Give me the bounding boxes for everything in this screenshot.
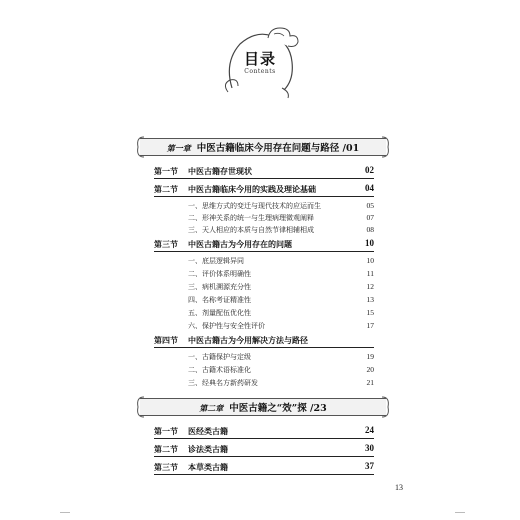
section-number: 第四节 (154, 335, 178, 345)
section-title: 中医古籍存世现状 (188, 166, 252, 176)
chapter-name: 中医古籍之“效”探 /23 (229, 403, 327, 414)
toc-subitem[interactable] (188, 352, 374, 363)
toc-subitem[interactable] (188, 365, 374, 376)
section-number: 第二节 (154, 184, 178, 194)
subitem-page: 10 (366, 256, 374, 265)
subitem-page: 15 (366, 308, 374, 317)
subitem-title: 五、剂量配伍优化性 (188, 309, 251, 317)
subitem-title: 二、形神关系的统一与生理病理微观阐释 (188, 214, 314, 222)
toc-subitem[interactable] (188, 321, 374, 332)
toc-heading (210, 22, 310, 100)
row-rule (154, 474, 374, 475)
toc-section-row[interactable] (154, 166, 374, 178)
trim-mark (455, 512, 465, 513)
page-title: 目录 (243, 50, 276, 68)
subitem-title: 六、保护性与安全性评价 (188, 322, 265, 330)
section-title: 医经类古籍 (188, 426, 228, 436)
row-rule (154, 347, 374, 348)
toc-section-row[interactable] (154, 239, 374, 251)
toc-subitem[interactable] (188, 213, 374, 224)
subitem-title: 三、病机溯源充分性 (188, 283, 251, 291)
subitem-page: 08 (366, 225, 374, 234)
row-rule (154, 456, 374, 457)
section-number: 第三节 (154, 462, 178, 472)
row-rule (154, 196, 374, 197)
chapter-banner-1 (136, 136, 390, 158)
toc-subitem[interactable] (188, 269, 374, 280)
subitem-title: 三、经典名方新药研发 (188, 379, 258, 387)
section-page: 04 (365, 183, 374, 193)
toc-subitem[interactable] (188, 378, 374, 389)
subitem-title: 一、底层逻辑异同 (188, 257, 244, 265)
row-rule (154, 251, 374, 252)
subitem-page: 21 (366, 378, 374, 387)
subitem-page: 19 (366, 352, 374, 361)
subitem-page: 20 (366, 365, 374, 374)
subitem-page: 13 (366, 295, 374, 304)
toc-section-row[interactable] (154, 462, 374, 474)
toc-subitem[interactable] (188, 201, 374, 212)
section-number: 第三节 (154, 239, 178, 249)
row-rule (154, 178, 374, 179)
toc-subitem[interactable] (188, 256, 374, 267)
toc-section-row[interactable] (154, 426, 374, 438)
section-page: 24 (365, 425, 374, 435)
toc-section-row[interactable] (154, 184, 374, 196)
subitem-title: 一、古籍保护与定级 (188, 353, 251, 361)
trim-mark (60, 512, 70, 513)
page-subtitle: Contents (244, 68, 276, 75)
section-number: 第二节 (154, 444, 178, 454)
chapter-number: 第一章 (166, 143, 191, 153)
chapter-number: 第二章 (199, 403, 224, 413)
section-page: 37 (365, 461, 374, 471)
subitem-page: 05 (366, 201, 374, 210)
section-page: 10 (365, 238, 374, 248)
toc-subitem[interactable] (188, 282, 374, 293)
toc-subitem[interactable] (188, 295, 374, 306)
row-rule (154, 438, 374, 439)
toc-subitem[interactable] (188, 308, 374, 319)
section-title: 中医古籍临床今用的实践及理论基础 (188, 184, 316, 194)
toc-section-row[interactable] (154, 444, 374, 456)
page-number: 13 (395, 483, 403, 492)
subitem-title: 二、评价体系明确性 (188, 270, 251, 278)
section-number: 第一节 (154, 426, 178, 436)
toc-section-row[interactable] (154, 335, 374, 347)
subitem-page: 17 (366, 321, 374, 330)
section-number: 第一节 (154, 166, 178, 176)
section-title: 本草类古籍 (188, 462, 228, 472)
subitem-page: 12 (366, 282, 374, 291)
subitem-title: 三、天人相应的本质与自然节律相辅相成 (188, 226, 314, 234)
toc-subitem[interactable] (188, 225, 374, 236)
subitem-page: 11 (366, 269, 374, 278)
chapter-banner-2 (136, 396, 390, 418)
subitem-page: 07 (366, 213, 374, 222)
section-title: 诊法类古籍 (188, 444, 228, 454)
subitem-title: 四、名称考证精准性 (188, 296, 251, 304)
subitem-title: 一、思维方式的变迁与现代技术的应运而生 (188, 202, 321, 210)
chapter-name: 中医古籍临床今用存在问题与路径 /01 (196, 143, 360, 154)
section-title: 中医古籍古为今用解决方法与路径 (188, 335, 308, 345)
chapter-title (136, 140, 390, 154)
section-title: 中医古籍古为今用存在的问题 (188, 239, 292, 249)
section-page: 30 (365, 443, 374, 453)
subitem-title: 二、古籍术语标准化 (188, 366, 251, 374)
section-page: 02 (365, 165, 374, 175)
chapter-title (136, 400, 390, 414)
